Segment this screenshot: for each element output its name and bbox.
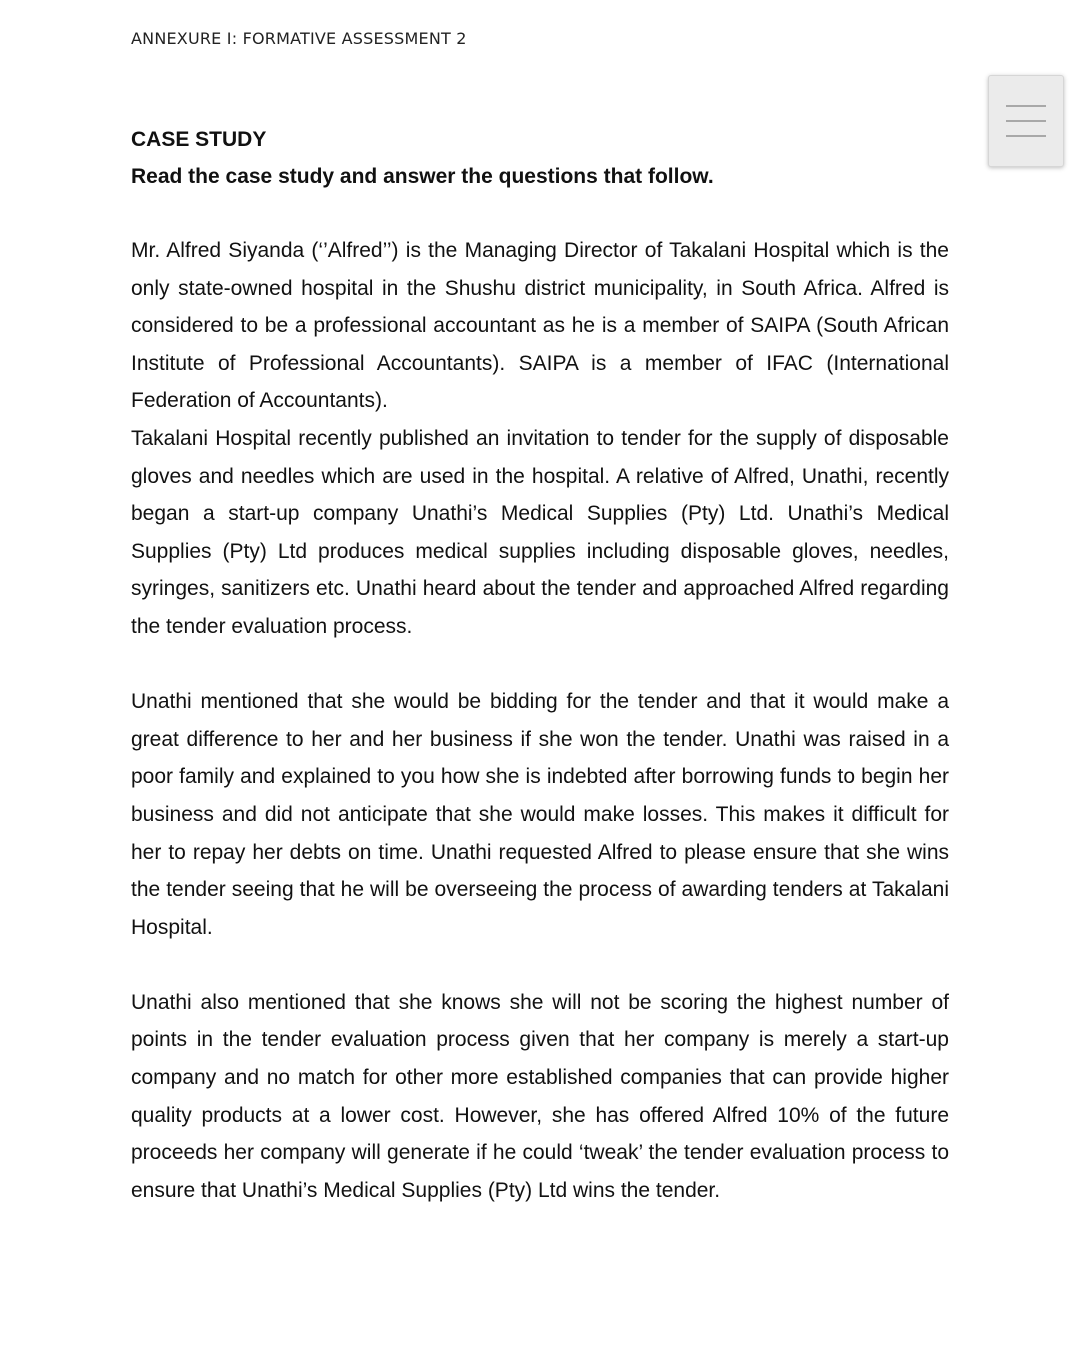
paragraph-unathi-request: Unathi mentioned that she would be bidding for the tender and that it would make a great difference to her and her business if she won the tender. Unathi was raised in a poor family and explained to you how she is indebted after borrowing funds to begin her business and did not anticipate that she would make losses. This makes it difficult for her to repay her debts on time. Unathi requested Alfred to please ensure that she wins the tender seeing that he will be overseeing the process of awarding tenders at Takalani Hospital. bbox=[131, 690, 949, 939]
case-study-instruction: Read the case study and answer the questions that follow. bbox=[131, 165, 714, 188]
document-body bbox=[131, 121, 949, 1209]
paragraph-tender-invitation: Takalani Hospital recently published an invitation to tender for the supply of disposable gloves and needles which are used in the hospital. A relative of Alfred, Unathi, recently began a start-up company Unathi’s Medical Supplies (Pty) Ltd. Unathi’s Medical Supplies (Pty) Ltd produces medical supplies including disposable gloves, needles, syringes, sanitizers etc. Unathi heard about the tender and approached Alfred regarding the tender evaluation process. bbox=[131, 426, 949, 638]
case-study-title: CASE STUDY bbox=[131, 128, 267, 151]
page-header: ANNEXURE I: FORMATIVE ASSESSMENT 2 bbox=[131, 29, 467, 48]
paragraph-alfred-intro: Mr. Alfred Siyanda (‘’Alfred’’) is the Managing Director of Takalani Hospital which is the only state-owned hospital in the Shushu district municipality, in South Africa. Alfred is considered to be a professional accountant as he is a member of SAIPA (South African Institute of Professional Accountants). SAIPA is a member of IFAC (International Federation of Accountants). bbox=[131, 239, 949, 413]
paragraph-unathi-offer: Unathi also mentioned that she knows she will not be scoring the highest number of points in the tender evaluation process given that her company is merely a start-up company and no match for other more established companies that can provide higher quality products at a lower cost. However, she has offered Alfred 10% of the future proceeds her company will generate if he could ‘tweak’ the tender evaluation process to ensure that Unathi’s Medical Supplies (Pty) Ltd wins the tender. bbox=[131, 990, 949, 1202]
hamburger-menu-button[interactable] bbox=[988, 75, 1064, 167]
